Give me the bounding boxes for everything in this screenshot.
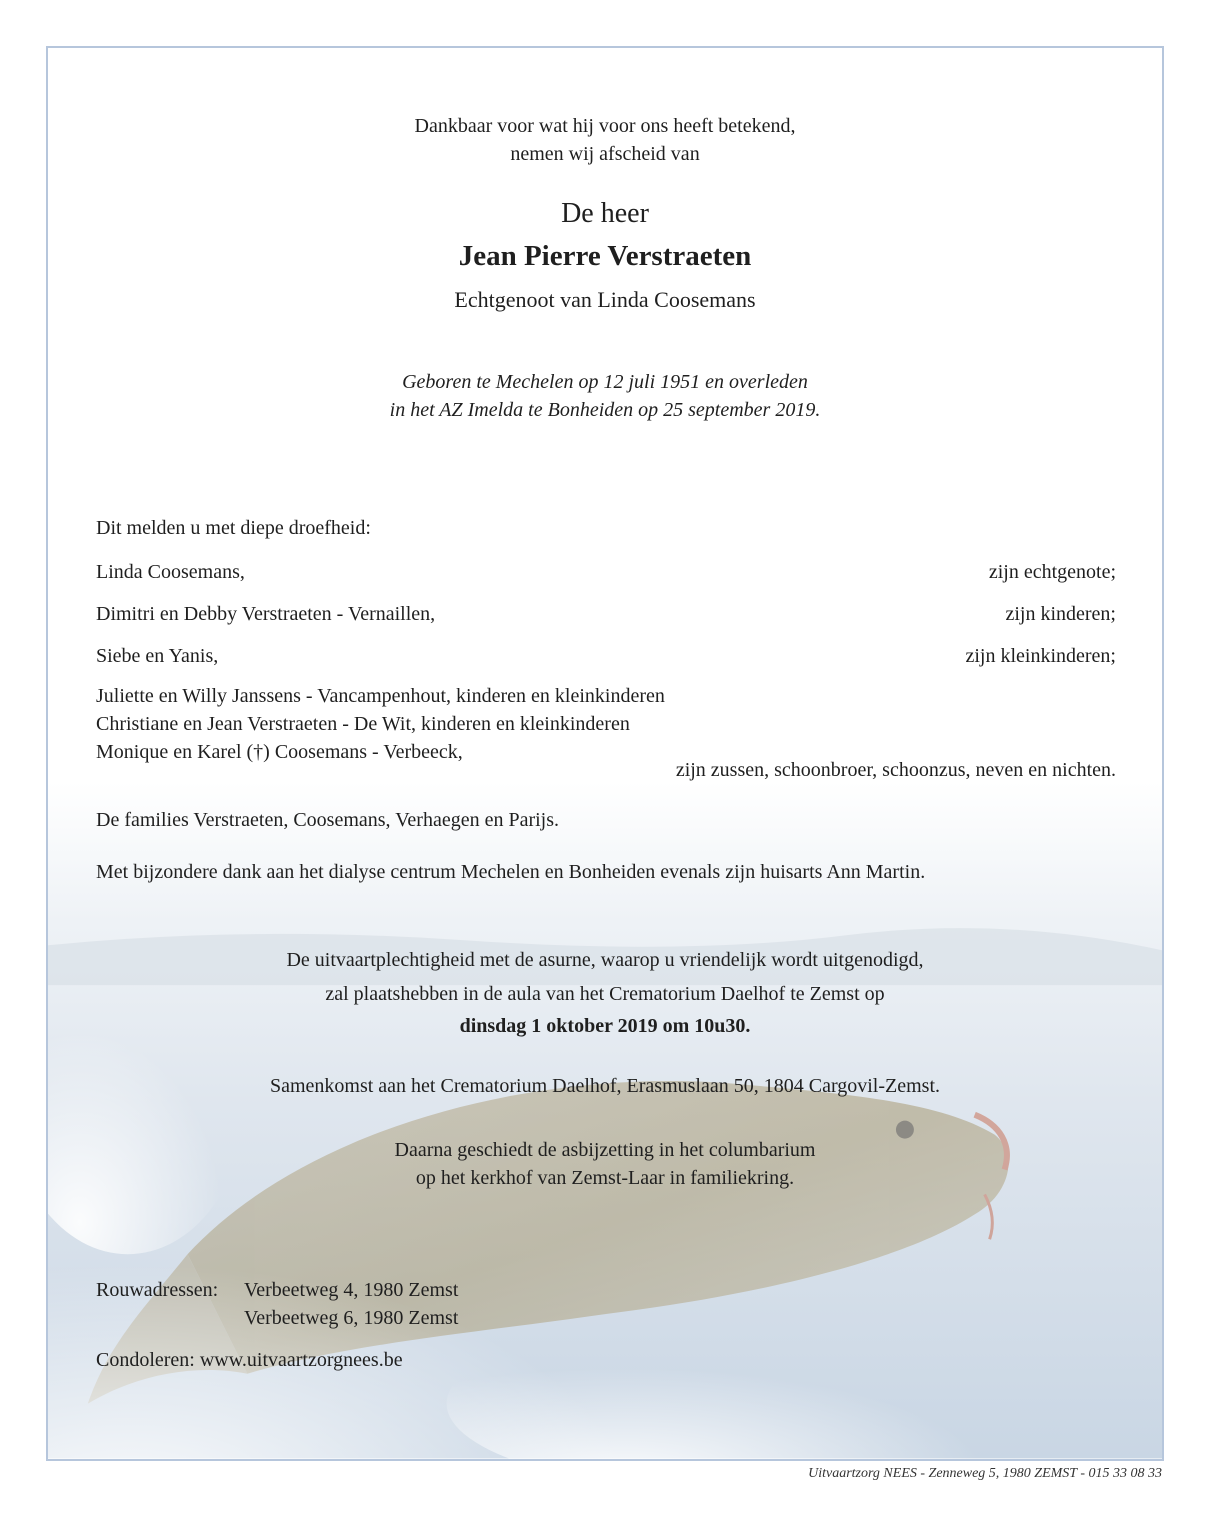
announcement-heading: Dit melden u met diepe droefheid:: [96, 517, 371, 539]
addresses-label: Rouwadressen:: [96, 1279, 219, 1301]
address-2: Verbeetweg 6, 1980 Zemst: [244, 1307, 459, 1329]
row-relation-1: zijn echtgenote;: [988, 561, 1116, 583]
birth-line-2: in het AZ Imelda te Bonheiden op 25 september 2019.: [389, 399, 821, 421]
ceremony-meeting: Samenkomst aan het Crematorium Daelhof, Erasmuslaan 50, 1804 Cargovil-Zemst.: [269, 1075, 941, 1097]
sibling-2: Christiane en Jean Verstraeten - De Wit, kinderen en kleinkinderen: [96, 713, 630, 735]
person-name: Jean Pierre Verstraeten: [458, 240, 752, 272]
address-1: Verbeetweg 4, 1980 Zemst: [244, 1279, 459, 1301]
sibling-1: Juliette en Willy Janssens - Vancampenhout, kinderen en kleinkinderen: [96, 685, 665, 707]
ceremony-date: dinsdag 1 oktober 2019 om 10u30.: [459, 1015, 751, 1037]
person-title: De heer: [561, 198, 649, 229]
birth-line-1: Geboren te Mechelen op 12 juli 1951 en overleden: [402, 371, 808, 393]
row-name-2: Dimitri en Debby Verstraeten - Vernaillen,: [96, 603, 436, 625]
sibling-3: Monique en Karel (†) Coosemans - Verbeeck,: [96, 741, 463, 763]
siblings-relation: zijn zussen, schoonbroer, schoonzus, neven en nichten.: [675, 759, 1116, 781]
footer-funeral-home: Uitvaartzorg NEES - Zenneweg 5, 1980 ZEMST - 015 33 08 33: [808, 1466, 1162, 1481]
ceremony-line-2: zal plaatshebben in de aula van het Crematorium Daelhof te Zemst op: [325, 983, 885, 1005]
memorial-card: [46, 46, 1164, 1461]
thanks: Met bijzondere dank aan het dialyse centrum Mechelen en Bonheiden evenals zijn huisarts Ann Martin.: [96, 861, 926, 883]
intro-line-2: nemen wij afscheid van: [510, 143, 700, 165]
row-name-3: Siebe en Yanis,: [96, 645, 219, 667]
row-relation-2: zijn kinderen;: [1005, 603, 1116, 625]
row-name-1: Linda Coosemans,: [96, 561, 245, 583]
condolence-link[interactable]: Condoleren: www.uitvaartzorgnees.be: [96, 1349, 403, 1371]
ceremony-after-1: Daarna geschiedt de asbijzetting in het columbarium: [394, 1139, 816, 1161]
families: De families Verstraeten, Coosemans, Verhaegen en Parijs.: [96, 809, 560, 831]
row-relation-3: zijn kleinkinderen;: [965, 645, 1116, 667]
ceremony-after-2: op het kerkhof van Zemst-Laar in familiekring.: [415, 1167, 795, 1189]
ceremony-line-1: De uitvaartplechtigheid met de asurne, waarop u vriendelijk wordt uitgenodigd,: [286, 949, 924, 971]
intro-line-1: Dankbaar voor wat hij voor ons heeft betekend,: [414, 115, 796, 137]
card-content: [48, 48, 1162, 1459]
person-spouse: Echtgenoot van Linda Coosemans: [454, 287, 756, 312]
